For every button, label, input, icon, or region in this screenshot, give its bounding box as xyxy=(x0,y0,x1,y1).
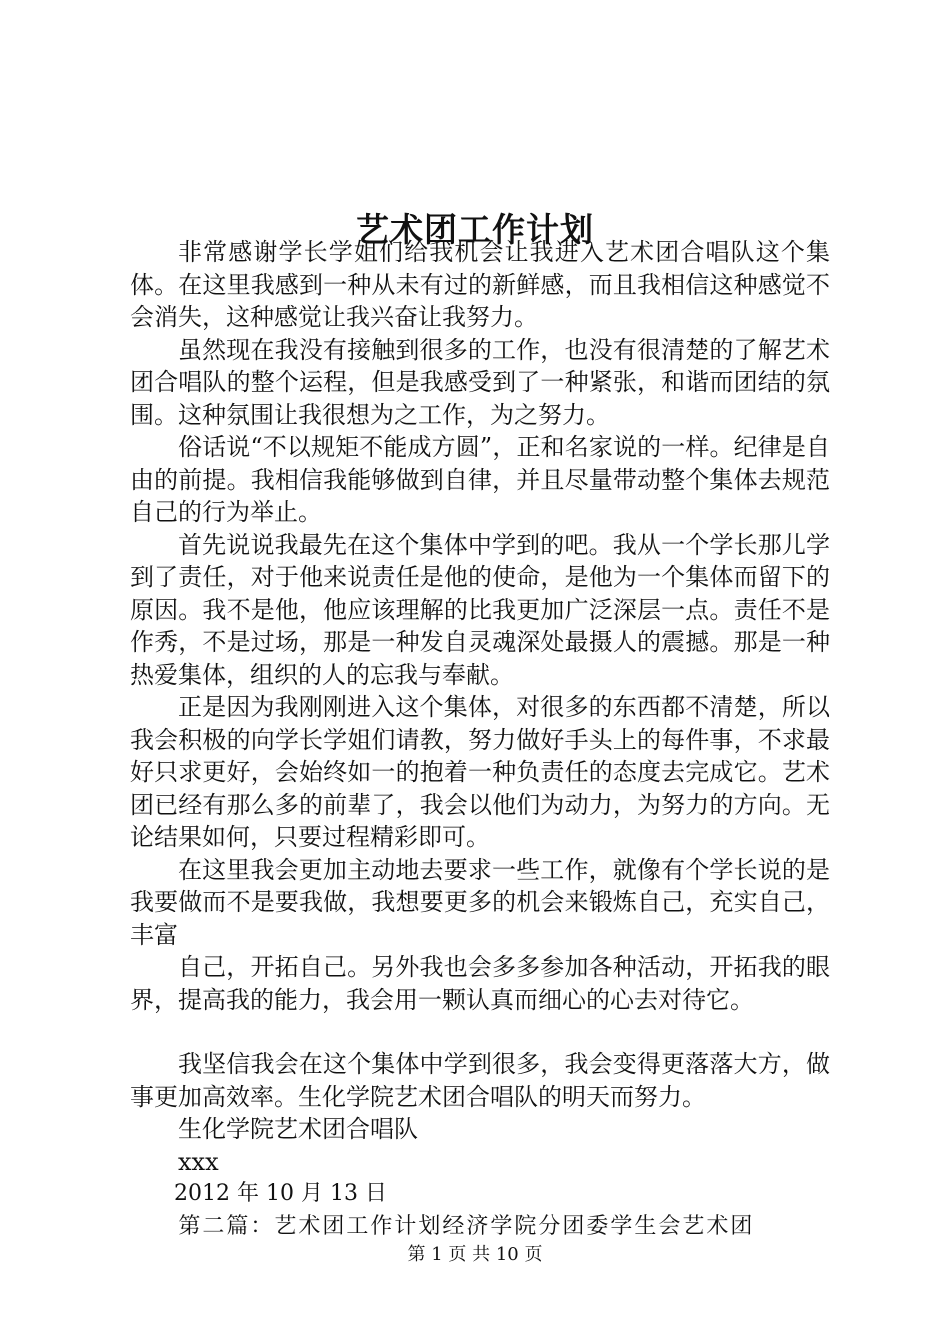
next-article-heading: 第二篇：艺术团工作计划经济学院分团委学生会艺术团 xyxy=(178,1213,755,1239)
author-line: xxx xyxy=(178,1147,219,1176)
document-body xyxy=(130,236,830,1243)
paragraph-2: 虽然现在我没有接触到很多的工作，也没有很清楚的了解艺术团合唱队的整个运程，但是我感受到了一种紧张，和谐而团结的氛围。这种氛围让我很想为之工作，为之努力。 xyxy=(130,335,830,429)
paragraph-3: 俗话说“不以规矩不能成方圆”，正和名家说的一样。纪律是自由的前提。我相信我能够做到自律，并且尽量带动整个集体去规范自己的行为举止。 xyxy=(130,433,830,526)
paragraph-8: 我坚信我会在这个集体中学到很多，我会变得更落落大方，做事更加高效率。生化学院艺术团合唱队的明天而努力。 xyxy=(130,1050,830,1111)
paragraph-1: 非常感谢学长学姐们给我机会让我进入艺术团合唱队这个集体。在这里我感到一种从未有过的新鲜感，而且我相信这种感觉不会消失，这种感觉让我兴奋让我努力。 xyxy=(130,238,830,331)
paragraph-spacer xyxy=(130,1016,830,1048)
paragraph-4: 首先说说我最先在这个集体中学到的吧。我从一个学长那儿学到了责任，对于他来说责任是他的使命，是他为一个集体而留下的原因。我不是他，他应该理解的比我更加广泛深层一点。责任不是作秀，不是过场，那是一种发自灵魂深处最摄人的震撼。那是一种热爱集体，组织的人的忘我与奉献。 xyxy=(130,530,830,689)
date-line: 2012 年 10 月 13 日 xyxy=(174,1181,387,1206)
page-footer: 第 1 页 共 10 页 xyxy=(407,1244,543,1265)
paragraph-5: 正是因为我刚刚进入这个集体，对很多的东西都不清楚，所以我会积极的向学长学姐们请教，努力做好手头上的每件事，不求最好只求更好，会始终如一的抱着一种负责任的态度去完成它。艺术团已经有那么多的前辈了，我会以他们为动力，为努力的方向。无论结果如何，只要过程精彩即可。 xyxy=(130,693,830,851)
paragraph-6: 在这里我会更加主动地去要求一些工作，就像有个学长说的是我要做而不是要我做，我想要更多的机会来锻炼自己，充实自己，丰富 xyxy=(130,855,830,949)
paragraph-7: 自己，开拓自己。另外我也会多多参加各种活动，开拓我的眼界，提高我的能力，我会用一颗认真而细心的心去对待它。 xyxy=(130,953,830,1014)
signature-line: 生化学院艺术团合唱队 xyxy=(178,1115,418,1143)
document-title: 艺术团工作计划 xyxy=(356,210,594,250)
